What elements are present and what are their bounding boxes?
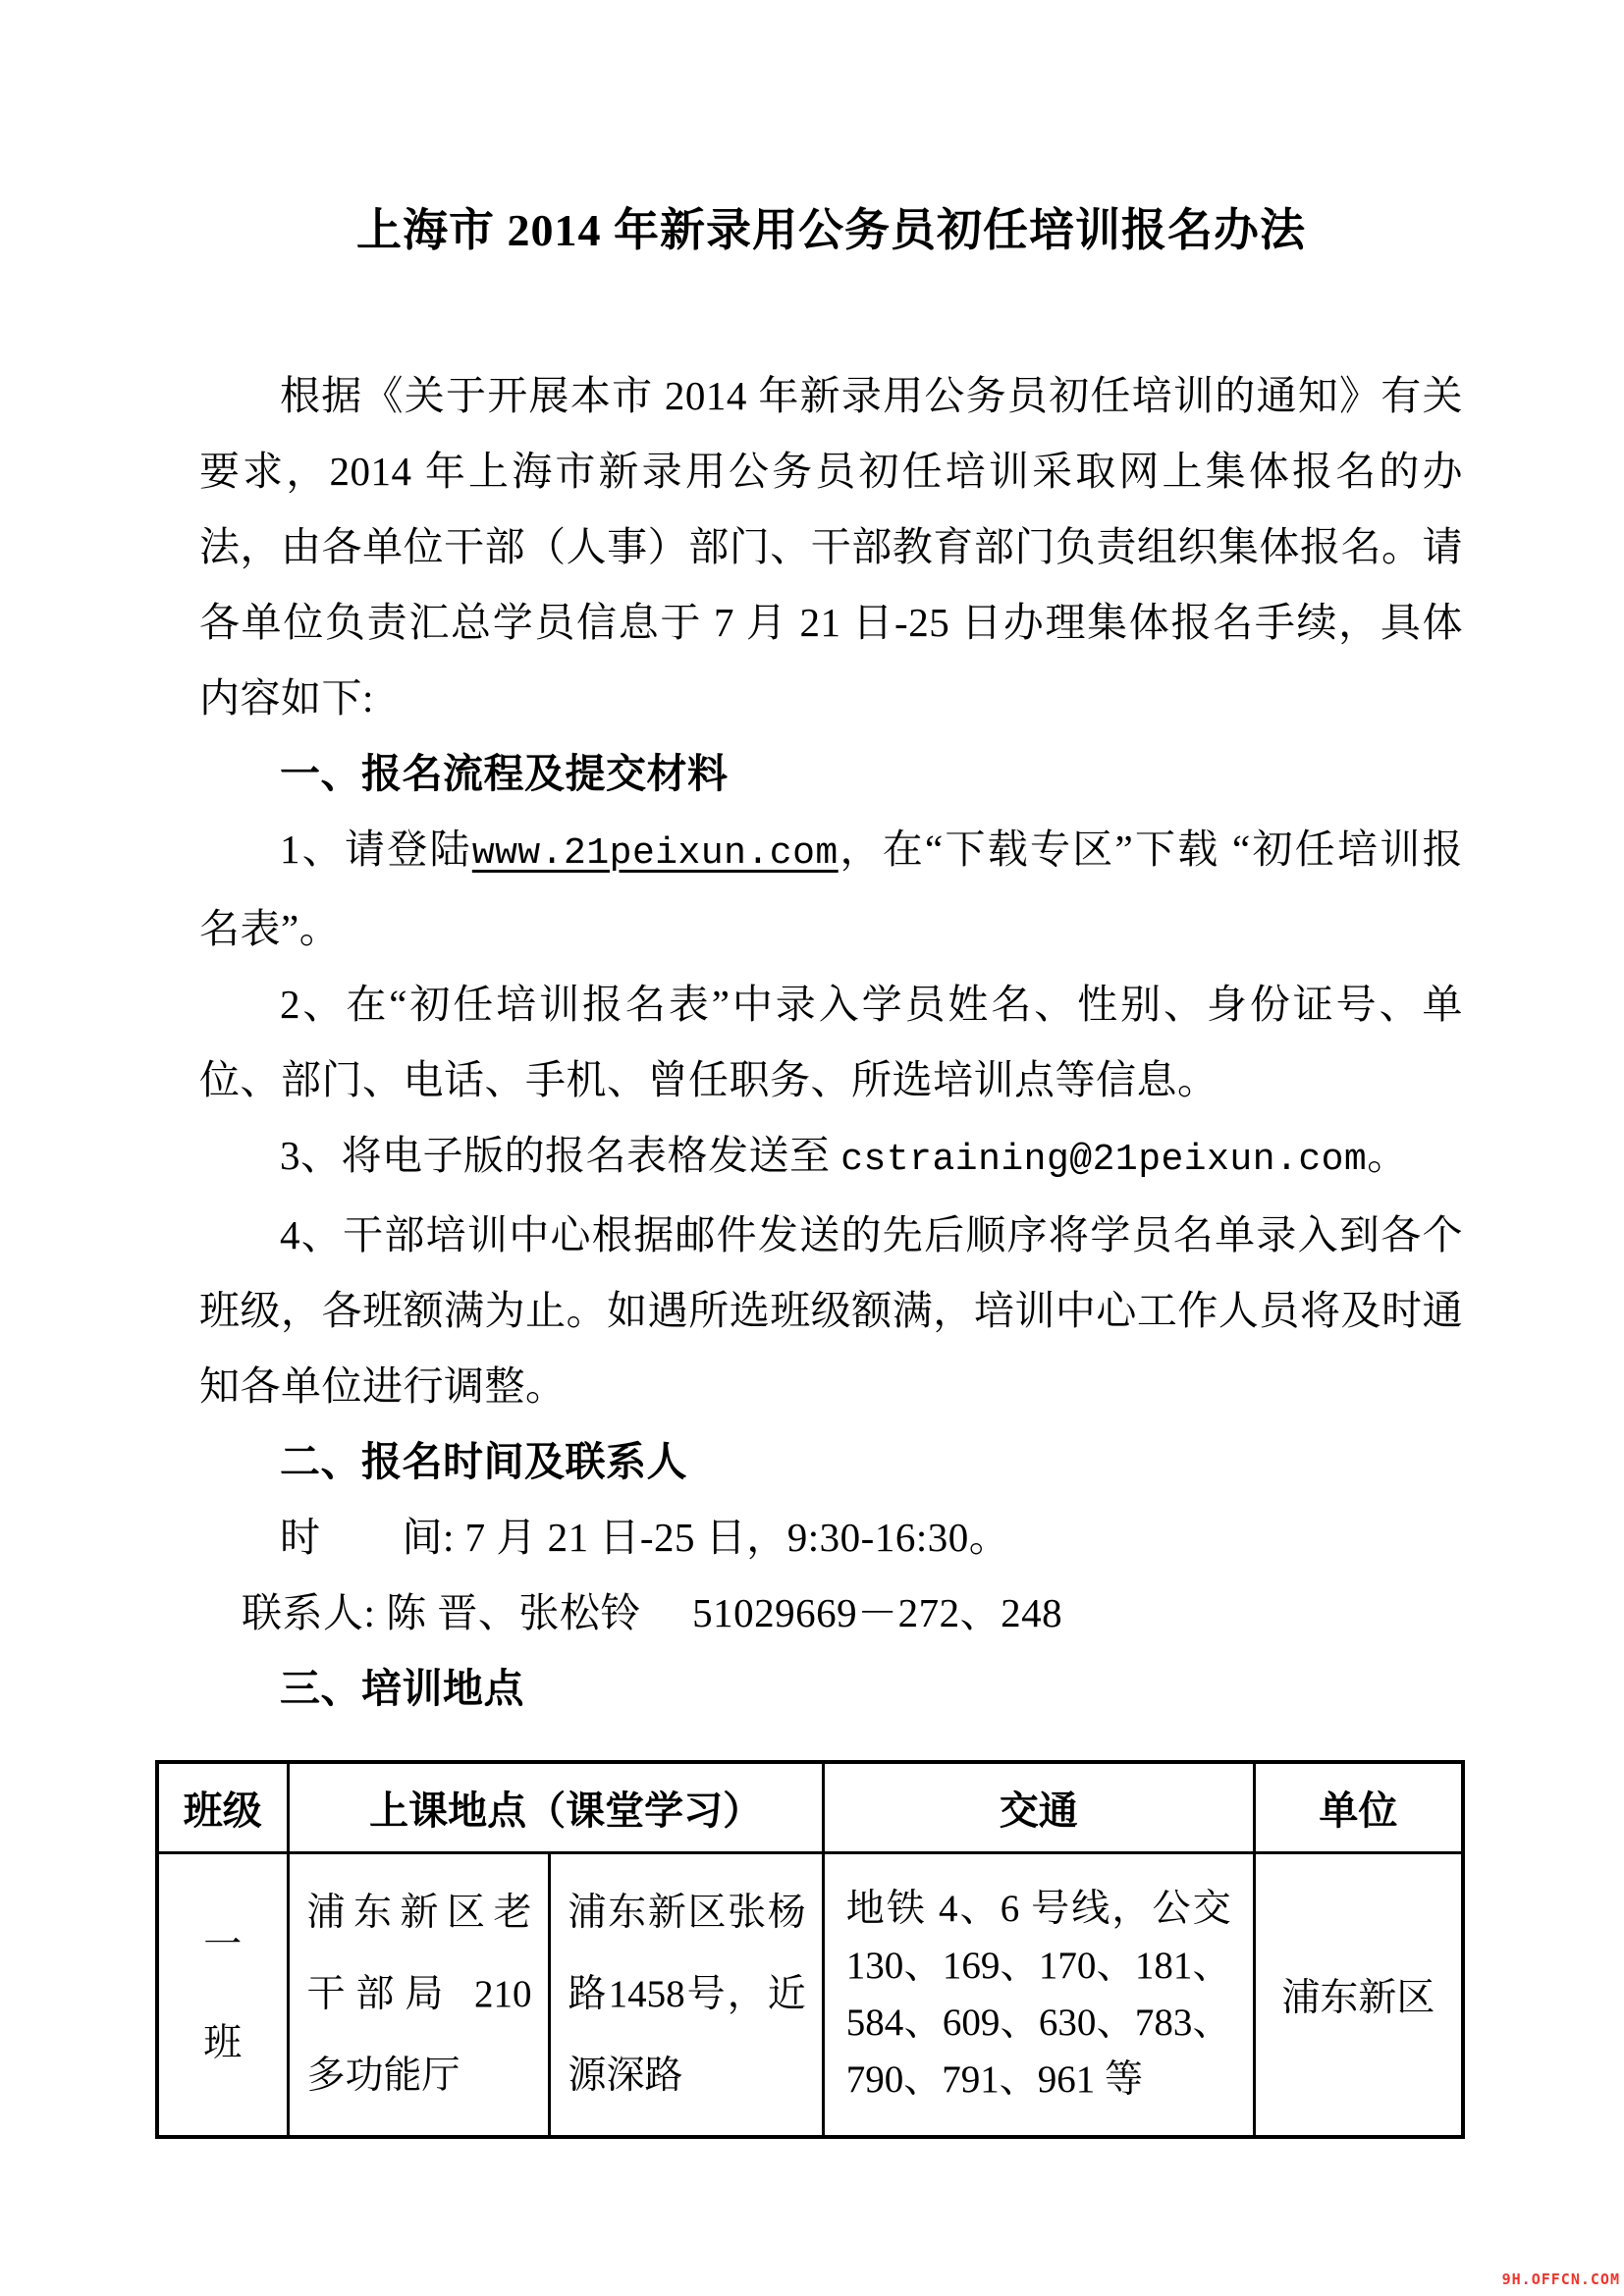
- item3-text-post: 。: [1367, 1133, 1408, 1178]
- section1-item1: [199, 812, 1463, 967]
- item1-text-post: ，在“下载专区”下载 “初任培训报名表”。: [199, 827, 1464, 951]
- contact-person-line: 联系人: 陈 晋、张松铃 51029669－272、248: [242, 1590, 1063, 1635]
- item3-text-pre: 3、将电子版的报名表格发送至: [280, 1133, 841, 1178]
- header-location: 上课地点（课堂学习）: [288, 1762, 823, 1852]
- cell-unit: 浦东新区: [1254, 1852, 1463, 2137]
- registration-time-line: 时 间: 7 月 21 日-25 日，9:30-16:30。: [280, 1515, 1010, 1560]
- cell-class-name: [157, 1852, 288, 2137]
- header-class: 班级: [157, 1762, 288, 1852]
- page-title: 上海市 2014 年新录用公务员初任培训报名办法: [356, 205, 1306, 255]
- peixun-website-link[interactable]: www.21peixun.com: [471, 832, 839, 875]
- cstraining-email: cstraining@21peixun.com: [840, 1139, 1368, 1181]
- section1-item2: 2、在“初任培训报名表”中录入学员姓名、性别、身份证号、单位、部门、电话、手机、曾任职务、所选培训点等信息。: [199, 982, 1463, 1102]
- table-row: [157, 1852, 1463, 2137]
- section1-item3: [199, 1118, 1463, 1198]
- watermark: 9H.OFFCN.COM: [1501, 2270, 1620, 2288]
- section1-item4: 4、干部培训中心根据邮件发送的先后顺序将学员名单录入到各个班级，各班额满为止。如遇所选班级额满，培训中心工作人员将及时通知各单位进行调整。: [199, 1212, 1463, 1409]
- intro-paragraph: 根据《关于开展本市 2014 年新录用公务员初任培训的通知》有关要求，2014 年上海市新录用公务员初任培训采取网上集体报名的办法，由各单位干部（人事）部门、干部教育部门负责组织集体报名。请各单位负责汇总学员信息于 7 月 21 日-25 日办理集体报名手续，具体内容如下:: [199, 373, 1463, 721]
- cell-transport: 地铁 4、6 号线，公交 130、169、170、181、584、609、630、783、790、791、961 等: [823, 1852, 1254, 2137]
- cell-location-a: 浦东新区老干部局 210 多功能厅: [288, 1852, 549, 2137]
- section2-heading: 二、报名时间及联系人: [280, 1439, 687, 1484]
- table-header-row: [157, 1762, 1463, 1852]
- training-locations-table: [155, 1760, 1465, 2139]
- section1-heading: 一、报名流程及提交材料: [280, 751, 729, 796]
- class-name-vertical-text: 一班: [203, 1923, 243, 2064]
- item1-text-pre: 1、请登陆: [280, 827, 472, 872]
- section3-heading: 三、培训地点: [280, 1666, 524, 1711]
- cell-location-b: 浦东新区张杨路1458号，近源深路: [549, 1852, 823, 2137]
- header-unit: 单位: [1254, 1762, 1463, 1852]
- header-transport: 交通: [823, 1762, 1254, 1852]
